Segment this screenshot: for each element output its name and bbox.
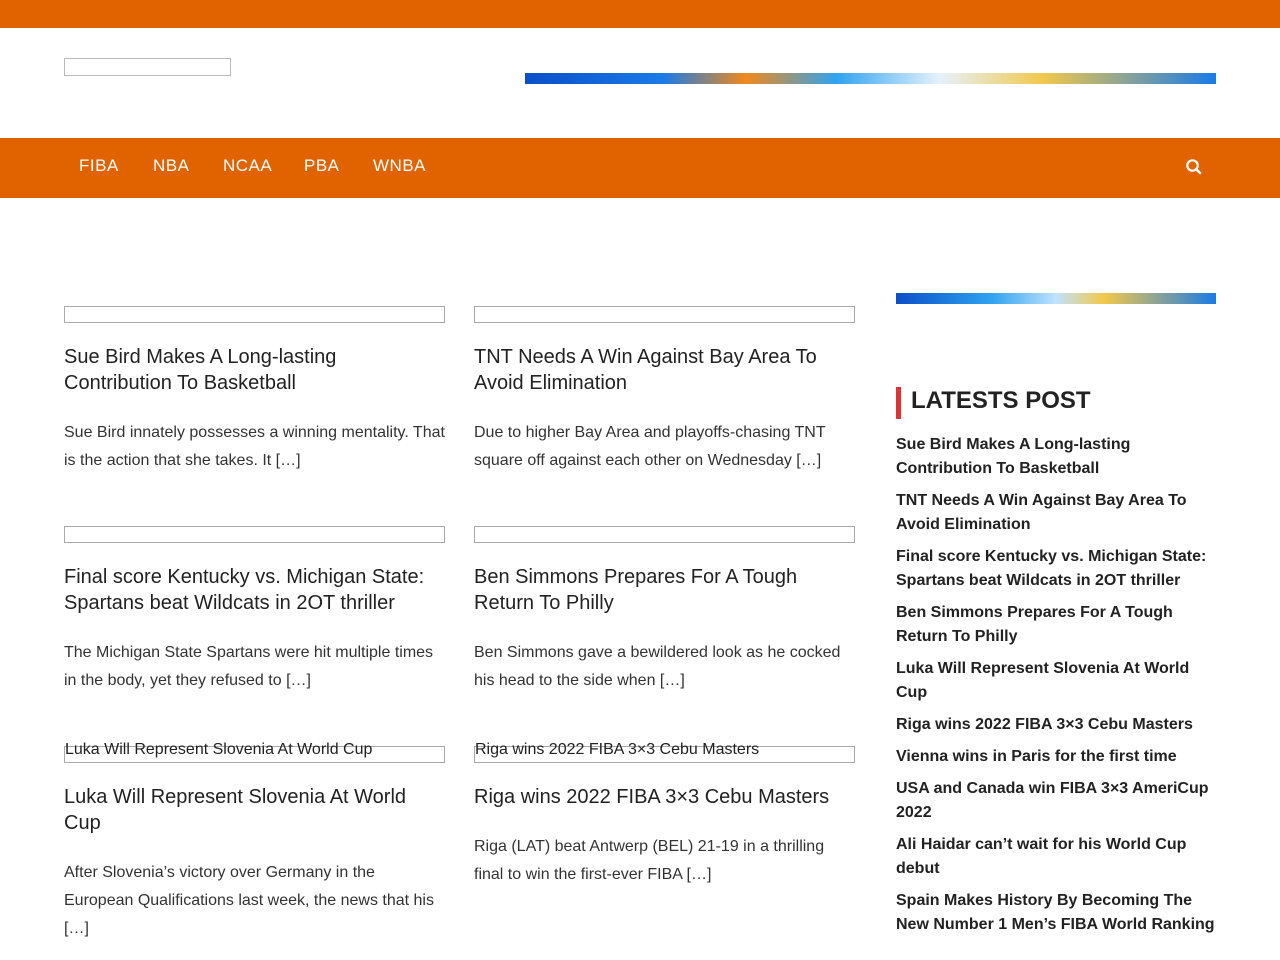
post-excerpt: The Michigan State Spartans were hit multiple times in the body, yet they refused to […]: [64, 644, 434, 689]
top-accent-strip: [0, 0, 1280, 28]
nav-item-wnba[interactable]: WNBA: [373, 156, 426, 175]
sidebar-link[interactable]: Ben Simmons Prepares For A Tough Return To Philly: [896, 604, 1173, 645]
sidebar-link[interactable]: Riga wins 2022 FIBA 3×3 Cebu Masters: [896, 716, 1193, 733]
post-thumbnail[interactable]: [474, 741, 855, 763]
thumbnail-alt-text: Luka Will Represent Slovenia At World Cup: [65, 741, 373, 758]
post-thumbnail[interactable]: [64, 306, 445, 323]
sidebar-heading: LATESTS POST: [911, 387, 1091, 414]
post-excerpt: Sue Bird innately possesses a winning mentality. That is the action that she takes. It […]: [64, 424, 445, 469]
post-excerpt: Ben Simmons gave a bewildered look as he cocked his head to the side when […]: [474, 644, 841, 689]
sidebar-link[interactable]: Sue Bird Makes A Long-lasting Contribution To Basketball: [896, 436, 1131, 477]
nav-item-pba[interactable]: PBA: [304, 156, 340, 175]
post-thumbnail[interactable]: [474, 526, 855, 543]
sidebar-link[interactable]: USA and Canada win FIBA 3×3 AmeriCup 2022: [896, 780, 1209, 821]
sidebar-link[interactable]: Spain Makes History By Becoming The New Number 1 Men’s FIBA World Ranking: [896, 892, 1215, 933]
post-thumbnail[interactable]: [64, 526, 445, 543]
post-title[interactable]: TNT Needs A Win Against Bay Area To Avoid Elimination: [474, 346, 817, 394]
sidebar-ad-banner[interactable]: [896, 293, 1216, 304]
nav-item-ncaa[interactable]: NCAA: [223, 156, 273, 175]
sidebar-link[interactable]: Final score Kentucky vs. Michigan State: Spartans beat Wildcats in 2OT thriller: [896, 548, 1207, 589]
post-excerpt: After Slovenia’s victory over Germany in the European Qualifications last week, the news that his […]: [64, 864, 434, 937]
post-thumbnail[interactable]: [474, 306, 855, 323]
search-button[interactable]: [1183, 156, 1205, 178]
search-icon: [1183, 156, 1205, 178]
sidebar-link[interactable]: Vienna wins in Paris for the first time: [896, 748, 1177, 765]
sidebar-link[interactable]: Ali Haidar can’t wait for his World Cup debut: [896, 836, 1187, 877]
nav-item-fiba[interactable]: FIBA: [79, 156, 119, 175]
sidebar-link[interactable]: TNT Needs A Win Against Bay Area To Avoid Elimination: [896, 492, 1187, 533]
site-logo[interactable]: [64, 58, 231, 76]
post-title[interactable]: Final score Kentucky vs. Michigan State: Spartans beat Wildcats in 2OT thriller: [64, 566, 425, 614]
thumbnail-alt-text: Riga wins 2022 FIBA 3×3 Cebu Masters: [475, 741, 760, 758]
main-navbar: [0, 138, 1280, 198]
post-excerpt: Due to higher Bay Area and playoffs-chasing TNT square off against each other on Wednesday […]: [474, 424, 826, 469]
header-ad-banner[interactable]: [525, 73, 1216, 84]
post-title[interactable]: Ben Simmons Prepares For A Tough Return To Philly: [474, 566, 798, 614]
nav-item-nba[interactable]: NBA: [153, 156, 190, 175]
heading-accent-bar: [896, 387, 901, 419]
post-title[interactable]: Riga wins 2022 FIBA 3×3 Cebu Masters: [474, 786, 830, 808]
sidebar-link[interactable]: Luka Will Represent Slovenia At World Cup: [896, 660, 1190, 701]
post-title[interactable]: Luka Will Represent Slovenia At World Cup: [64, 786, 407, 834]
post-thumbnail[interactable]: [64, 741, 445, 763]
post-excerpt: Riga (LAT) beat Antwerp (BEL) 21-19 in a thrilling final to win the first-ever FIBA […]: [474, 838, 825, 883]
post-title[interactable]: Sue Bird Makes A Long-lasting Contribution To Basketball: [64, 346, 337, 394]
